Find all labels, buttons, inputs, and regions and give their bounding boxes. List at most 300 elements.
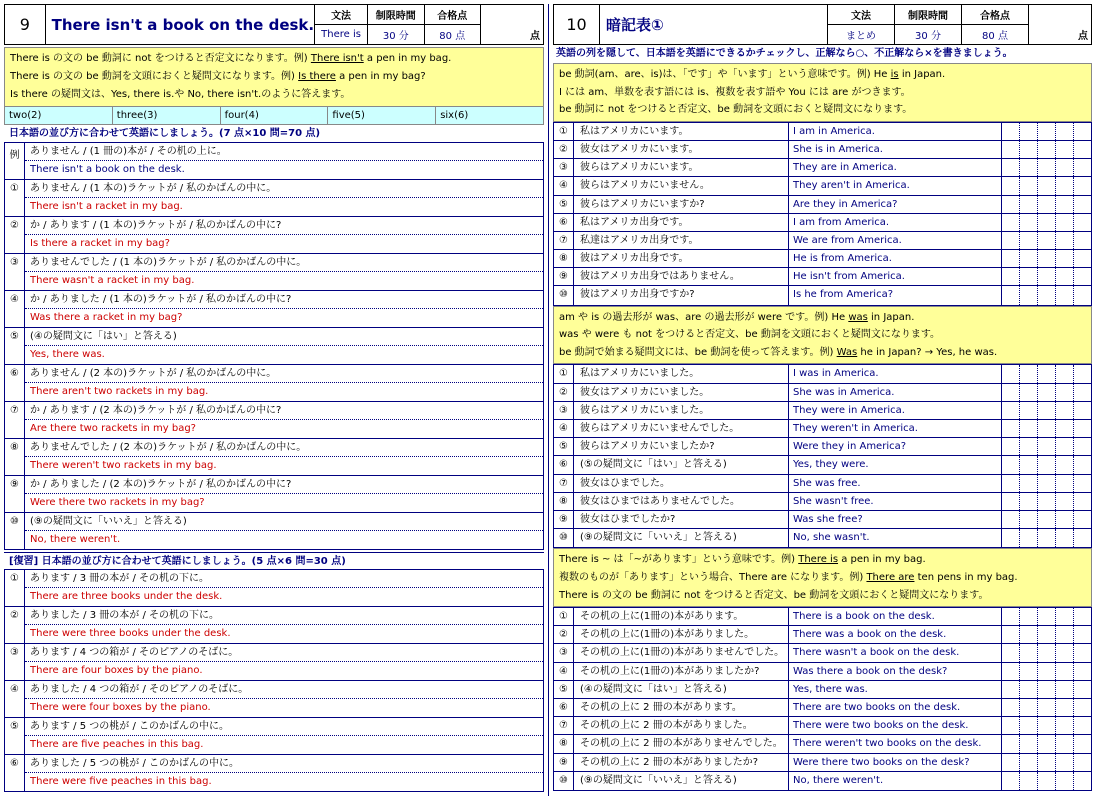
check-cell[interactable] (1056, 365, 1074, 382)
check-cell[interactable] (1002, 232, 1020, 249)
check-cell[interactable] (1002, 456, 1020, 473)
note-line (559, 101, 1086, 119)
memorization-row (554, 735, 1091, 753)
check-cell[interactable] (1038, 365, 1056, 382)
japanese-sentence: (⑨の疑問文に「いいえ」と答える) (574, 772, 789, 790)
check-cell[interactable] (1038, 268, 1056, 285)
note-line (559, 587, 1086, 605)
english-answer: Were there two rackets in my bag? (30, 497, 205, 508)
check-cell[interactable] (1056, 663, 1074, 680)
row-number: ③ (554, 159, 574, 176)
check-cell[interactable] (1038, 123, 1056, 140)
question-body (25, 365, 543, 401)
header-label: 制限時間 (895, 5, 961, 25)
japanese-prompt: ありました / 3 冊の本が / その机の下に。 (25, 607, 543, 625)
question-row (5, 180, 543, 217)
english-answer: There are five peaches in this bag. (30, 739, 204, 750)
check-cell[interactable] (1020, 159, 1038, 176)
grammar-notes (553, 548, 1092, 607)
question-body (25, 402, 543, 438)
memorization-blocks (553, 63, 1092, 791)
question-number: ③ (5, 254, 25, 290)
question-body (25, 681, 543, 717)
memorization-row (554, 268, 1091, 286)
japanese-prompt: ありません / (1 冊の)本が / その机の上に。 (25, 143, 543, 161)
check-cell[interactable] (1056, 232, 1074, 249)
check-cell[interactable] (1074, 365, 1091, 382)
check-cell[interactable] (1056, 644, 1074, 661)
check-cell[interactable] (1074, 699, 1091, 716)
check-cell[interactable] (1020, 475, 1038, 492)
check-cell[interactable] (1074, 772, 1091, 790)
check-cell[interactable] (1002, 268, 1020, 285)
question-body (25, 755, 543, 791)
check-cell[interactable] (1002, 475, 1020, 492)
memorization-row (554, 177, 1091, 195)
memorization-row (554, 529, 1091, 547)
english-answer: Was there a racket in my bag? (30, 312, 183, 323)
check-cell[interactable] (1038, 754, 1056, 771)
check-cell[interactable] (1074, 268, 1091, 285)
check-cell[interactable] (1074, 608, 1091, 625)
check-cell[interactable] (1074, 456, 1091, 473)
check-cell[interactable] (1038, 177, 1056, 194)
check-cell[interactable] (1056, 384, 1074, 401)
memorization-row (554, 141, 1091, 159)
question-body (25, 476, 543, 512)
question-row (5, 402, 543, 439)
row-number: ② (554, 141, 574, 158)
check-cell[interactable] (1002, 420, 1020, 437)
memorization-row (554, 420, 1091, 438)
check-cell[interactable] (1056, 286, 1074, 304)
memorization-row (554, 663, 1091, 681)
check-cell[interactable] (1056, 196, 1074, 213)
check-cell[interactable] (1074, 214, 1091, 231)
check-cell[interactable] (1056, 475, 1074, 492)
check-cell[interactable] (1038, 681, 1056, 698)
memorization-row (554, 438, 1091, 456)
check-cell[interactable] (1020, 123, 1038, 140)
check-cell[interactable] (1074, 159, 1091, 176)
note-underlined: was (848, 311, 868, 323)
row-number: ⑤ (554, 681, 574, 698)
check-cell[interactable] (1020, 493, 1038, 510)
check-cell[interactable] (1038, 456, 1056, 473)
check-cell[interactable] (1074, 511, 1091, 528)
note-text: a pen in my bag. (838, 554, 926, 566)
check-cell[interactable] (1002, 772, 1020, 790)
check-cell[interactable] (1074, 402, 1091, 419)
japanese-sentence: (④の疑問文に「はい」と答える) (574, 681, 789, 698)
note-line (559, 309, 1086, 327)
row-number: ⑦ (554, 232, 574, 249)
japanese-sentence: その机の上に 2 冊の本がありませんでした。 (574, 735, 789, 752)
header-label: 制限時間 (368, 5, 423, 25)
check-cell[interactable] (1020, 196, 1038, 213)
check-cell[interactable] (1038, 772, 1056, 790)
check-cell[interactable] (1038, 644, 1056, 661)
memorization-row (554, 123, 1091, 141)
english-sentence: Was there a book on the desk? (789, 663, 1002, 680)
check-cell[interactable] (1074, 475, 1091, 492)
check-cell[interactable] (1038, 286, 1056, 304)
check-cell[interactable] (1020, 772, 1038, 790)
japanese-sentence: その机の上に(1冊の)本がありましたか? (574, 663, 789, 680)
memorization-row (554, 286, 1091, 304)
check-cell[interactable] (1020, 250, 1038, 267)
check-cell[interactable] (1002, 214, 1020, 231)
check-cell[interactable] (1002, 286, 1020, 304)
question-table (4, 142, 544, 550)
note-text: was や were も not をつけると否定文、be 動詞を文頭におくと疑問文になります。 (559, 329, 941, 341)
note-text: am や is の過去形が was、are の過去形が were です。例) He (559, 311, 849, 323)
check-cell[interactable] (1074, 754, 1091, 771)
check-cell[interactable] (1002, 438, 1020, 455)
memorization-row (554, 754, 1091, 772)
score-box: 点 (529, 31, 540, 42)
check-cell[interactable] (1038, 196, 1056, 213)
check-cell[interactable] (1038, 626, 1056, 643)
japanese-sentence: その机の上に(1冊の)本がありませんでした。 (574, 644, 789, 661)
check-cell[interactable] (1074, 420, 1091, 437)
memorization-row (554, 214, 1091, 232)
english-answer: No, there weren't. (30, 534, 121, 545)
japanese-sentence: その机の上に(1冊の)本がありました。 (574, 626, 789, 643)
check-cell[interactable] (1074, 663, 1091, 680)
check-cell[interactable] (1056, 141, 1074, 158)
check-cell[interactable] (1056, 772, 1074, 790)
header-pass-score (962, 5, 1029, 44)
check-cell[interactable] (1020, 663, 1038, 680)
check-cell[interactable] (1038, 717, 1056, 734)
grammar-notes (553, 63, 1092, 122)
check-cell[interactable] (1074, 529, 1091, 547)
check-cell[interactable] (1056, 511, 1074, 528)
check-cell[interactable] (1020, 438, 1038, 455)
check-cell[interactable] (1020, 232, 1038, 249)
question-number: ① (5, 180, 25, 216)
memorization-row (554, 511, 1091, 529)
question-row (5, 570, 543, 607)
japanese-sentence: 彼らはアメリカにいません。 (574, 177, 789, 194)
check-cell[interactable] (1056, 493, 1074, 510)
check-cell[interactable] (1002, 699, 1020, 716)
check-cell[interactable] (1056, 626, 1074, 643)
check-cell[interactable] (1002, 493, 1020, 510)
check-cell[interactable] (1056, 681, 1074, 698)
japanese-sentence: 私達はアメリカ出身です。 (574, 232, 789, 249)
japanese-sentence: 彼らはアメリカにいましたか? (574, 438, 789, 455)
check-cell[interactable] (1020, 420, 1038, 437)
check-cell[interactable] (1074, 177, 1091, 194)
english-sentence: They were in America. (789, 402, 1002, 419)
note-line (559, 569, 1086, 587)
option: four(4) (221, 107, 329, 124)
english-sentence: There are two books on the desk. (789, 699, 1002, 716)
note-underlined: Was (836, 346, 858, 358)
check-cell[interactable] (1074, 681, 1091, 698)
check-cell[interactable] (1002, 384, 1020, 401)
header-value: 30 分 (382, 31, 409, 42)
memorization-row (554, 644, 1091, 662)
japanese-sentence: (⑨の疑問文に「いいえ」と答える) (574, 529, 789, 547)
check-cell[interactable] (1020, 608, 1038, 625)
check-cell[interactable] (1002, 717, 1020, 734)
japanese-prompt: あります / 4 つの箱が / そのピアノのそばに。 (25, 644, 543, 662)
japanese-prompt: (⑨の疑問文に「いいえ」と答える) (25, 513, 543, 531)
question-body (25, 180, 543, 216)
english-answer: There were five peaches in this bag. (30, 776, 212, 787)
check-cell[interactable] (1074, 123, 1091, 140)
header-value: 80 点 (982, 31, 1008, 42)
japanese-sentence: その机の上に 2 冊の本があります。 (574, 699, 789, 716)
note-line (559, 84, 1086, 102)
check-cell[interactable] (1002, 626, 1020, 643)
question-body (25, 570, 543, 606)
english-answer: Are there two rackets in my bag? (30, 423, 196, 434)
check-cell[interactable] (1020, 626, 1038, 643)
note-line (559, 551, 1086, 569)
english-sentence: Was she free? (789, 511, 1002, 528)
japanese-prompt: ありました / 4 つの箱が / そのピアノのそばに。 (25, 681, 543, 699)
row-number: ⑨ (554, 754, 574, 771)
worksheet-title: There isn't a book on the desk. (46, 5, 315, 44)
header-label: 合格点 (962, 5, 1028, 25)
check-cell[interactable] (1020, 365, 1038, 382)
check-cell[interactable] (1056, 438, 1074, 455)
row-number: ⑧ (554, 250, 574, 267)
check-cell[interactable] (1074, 250, 1091, 267)
check-cell[interactable] (1056, 529, 1074, 547)
english-sentence: Are they in America? (789, 196, 1002, 213)
check-cell[interactable] (1074, 626, 1091, 643)
check-cell[interactable] (1038, 250, 1056, 267)
check-cell[interactable] (1056, 699, 1074, 716)
check-cell[interactable] (1074, 438, 1091, 455)
japanese-sentence: 彼らはアメリカにいます。 (574, 159, 789, 176)
check-cell[interactable] (1056, 420, 1074, 437)
question-row (5, 681, 543, 718)
check-cell[interactable] (1002, 663, 1020, 680)
memorization-table (553, 607, 1092, 791)
row-number: ② (554, 384, 574, 401)
check-cell[interactable] (1020, 717, 1038, 734)
check-cell[interactable] (1056, 159, 1074, 176)
japanese-prompt: あります / 3 冊の本が / その机の下に。 (25, 570, 543, 588)
row-number: ⑤ (554, 196, 574, 213)
grammar-notes (4, 47, 544, 107)
check-cell[interactable] (1056, 177, 1074, 194)
check-cell[interactable] (1074, 493, 1091, 510)
check-cell[interactable] (1002, 159, 1020, 176)
memorization-row (554, 475, 1091, 493)
question-row (5, 365, 543, 402)
note-line: There is の文の be 動詞に not をつけると否定文になります。例) There isn't a pen in my bag. (10, 53, 452, 64)
check-cell[interactable] (1056, 214, 1074, 231)
header-value: 30 分 (915, 31, 941, 42)
japanese-sentence: 彼はアメリカ出身ですか? (574, 286, 789, 304)
memorization-row (554, 681, 1091, 699)
check-cell[interactable] (1074, 735, 1091, 752)
check-cell[interactable] (1038, 159, 1056, 176)
check-cell[interactable] (1074, 141, 1091, 158)
english-sentence: No, she wasn't. (789, 529, 1002, 547)
check-cell[interactable] (1002, 196, 1020, 213)
check-cell[interactable] (1056, 123, 1074, 140)
note-underlined: There is (798, 554, 839, 566)
header-time-limit (368, 5, 424, 44)
memorization-row (554, 493, 1091, 511)
note-underlined: There are (866, 571, 915, 583)
check-cell[interactable] (1020, 644, 1038, 661)
check-cell[interactable] (1038, 438, 1056, 455)
japanese-sentence: 彼はアメリカ出身です。 (574, 250, 789, 267)
japanese-prompt: か / ありました / (1 本の)ラケットが / 私のかばんの中に? (25, 291, 543, 309)
check-cell[interactable] (1002, 644, 1020, 661)
check-cell[interactable] (1038, 529, 1056, 547)
check-cell[interactable] (1038, 699, 1056, 716)
check-cell[interactable] (1074, 196, 1091, 213)
check-cell[interactable] (1038, 141, 1056, 158)
check-cell[interactable] (1002, 141, 1020, 158)
check-cell[interactable] (1056, 268, 1074, 285)
row-number: ⑨ (554, 511, 574, 528)
check-cell[interactable] (1002, 511, 1020, 528)
question-row (5, 328, 543, 365)
row-number: ⑧ (554, 735, 574, 752)
memorization-row (554, 772, 1091, 790)
note-text: ten pens in my bag. (914, 571, 1018, 583)
check-cell[interactable] (1038, 232, 1056, 249)
check-cell[interactable] (1056, 735, 1074, 752)
check-cell[interactable] (1056, 754, 1074, 771)
english-answer: There are four boxes by the piano. (30, 665, 203, 676)
english-sentence: There was a book on the desk. (789, 626, 1002, 643)
check-cell[interactable] (1020, 384, 1038, 401)
note-line: There is の文の be 動詞を文頭におくと疑問文になります。例) Is there a pen in my bag? (10, 71, 426, 82)
question-body (25, 439, 543, 475)
check-cell[interactable] (1056, 717, 1074, 734)
option: five(5) (328, 107, 436, 124)
check-cell[interactable] (1020, 529, 1038, 547)
check-cell[interactable] (1020, 699, 1038, 716)
check-cell[interactable] (1038, 511, 1056, 528)
check-cell[interactable] (1020, 268, 1038, 285)
check-cell[interactable] (1038, 384, 1056, 401)
check-cell[interactable] (1002, 123, 1020, 140)
check-cell[interactable] (1038, 663, 1056, 680)
note-text: I には am、単数を表す語には is、複数を表す語や You には are がつきます。 (559, 86, 911, 98)
check-cell[interactable] (1074, 717, 1091, 734)
check-cell[interactable] (1020, 735, 1038, 752)
example-row (5, 143, 543, 180)
memorization-row (554, 196, 1091, 214)
check-cell[interactable] (1074, 644, 1091, 661)
check-cell[interactable] (1002, 365, 1020, 382)
header-time-limit (895, 5, 962, 44)
check-cell[interactable] (1002, 608, 1020, 625)
check-cell[interactable] (1002, 250, 1020, 267)
check-cell[interactable] (1020, 141, 1038, 158)
check-cell[interactable] (1056, 608, 1074, 625)
japanese-prompt: ありませんでした / (2 本の)ラケットが / 私のかばんの中に。 (25, 439, 543, 457)
check-cell[interactable] (1074, 286, 1091, 304)
worksheet-10 (553, 4, 1092, 791)
check-cell[interactable] (1074, 232, 1091, 249)
japanese-sentence: 彼らはアメリカにいますか? (574, 196, 789, 213)
memorization-table (553, 122, 1092, 306)
memorization-table (553, 364, 1092, 548)
japanese-sentence: その机の上に 2 冊の本がありました。 (574, 717, 789, 734)
check-cell[interactable] (1038, 493, 1056, 510)
check-cell[interactable] (1056, 456, 1074, 473)
note-text: be 動詞(am、are、is)は、「です」や「います」という意味です。例) He (559, 69, 891, 80)
japanese-sentence: (⑤の疑問文に「はい」と答える) (574, 456, 789, 473)
check-cell[interactable] (1002, 529, 1020, 547)
english-answer: There weren't two rackets in my bag. (30, 460, 217, 471)
row-number: ⑧ (554, 493, 574, 510)
japanese-sentence: 彼はアメリカ出身ではありません。 (574, 268, 789, 285)
check-cell[interactable] (1038, 475, 1056, 492)
check-cell[interactable] (1056, 250, 1074, 267)
check-cell[interactable] (1020, 754, 1038, 771)
check-cell[interactable] (1038, 214, 1056, 231)
english-sentence: There weren't two books on the desk. (789, 735, 1002, 752)
check-cell[interactable] (1038, 420, 1056, 437)
check-cell[interactable] (1020, 177, 1038, 194)
japanese-prompt: か / あります / (1 本の)ラケットが / 私のかばんの中に? (25, 217, 543, 235)
english-sentence: Were they in America? (789, 438, 1002, 455)
english-sentence: There were two books on the desk. (789, 717, 1002, 734)
check-cell[interactable] (1020, 214, 1038, 231)
check-cell[interactable] (1002, 681, 1020, 698)
english-sentence: Yes, they were. (789, 456, 1002, 473)
check-cell[interactable] (1002, 177, 1020, 194)
check-cell[interactable] (1020, 456, 1038, 473)
row-number: ① (554, 365, 574, 382)
section-heading: 日本語の並び方に合わせて英語にしましょう。(7 点×10 問=70 点) (9, 128, 321, 139)
question-row (5, 254, 543, 291)
english-answer: There isn't a book on the desk. (30, 164, 185, 175)
note-text: he in Japan? → Yes, he was. (857, 346, 998, 358)
check-cell[interactable] (1038, 402, 1056, 419)
question-body (25, 718, 543, 754)
memorization-row (554, 250, 1091, 268)
header-grammar (828, 5, 895, 44)
check-cell[interactable] (1002, 754, 1020, 771)
english-answer: There isn't a racket in my bag. (30, 201, 183, 212)
check-cell[interactable] (1020, 402, 1038, 419)
english-answer: Yes, there was. (30, 349, 105, 360)
question-number: ⑥ (5, 755, 25, 791)
japanese-sentence: 私はアメリカにいました。 (574, 365, 789, 382)
question-body (25, 291, 543, 327)
check-cell[interactable] (1020, 286, 1038, 304)
check-cell[interactable] (1056, 402, 1074, 419)
check-cell[interactable] (1002, 402, 1020, 419)
check-cell[interactable] (1020, 681, 1038, 698)
check-cell[interactable] (1002, 735, 1020, 752)
japanese-sentence: その机の上に 2 冊の本がありましたか? (574, 754, 789, 771)
check-cell[interactable] (1074, 384, 1091, 401)
check-cell[interactable] (1038, 735, 1056, 752)
row-number: ⑥ (554, 214, 574, 231)
check-cell[interactable] (1038, 608, 1056, 625)
note-text: There is ~ は「~があります」という意味です。例) (559, 554, 799, 566)
question-row (5, 439, 543, 476)
check-cell[interactable] (1020, 511, 1038, 528)
